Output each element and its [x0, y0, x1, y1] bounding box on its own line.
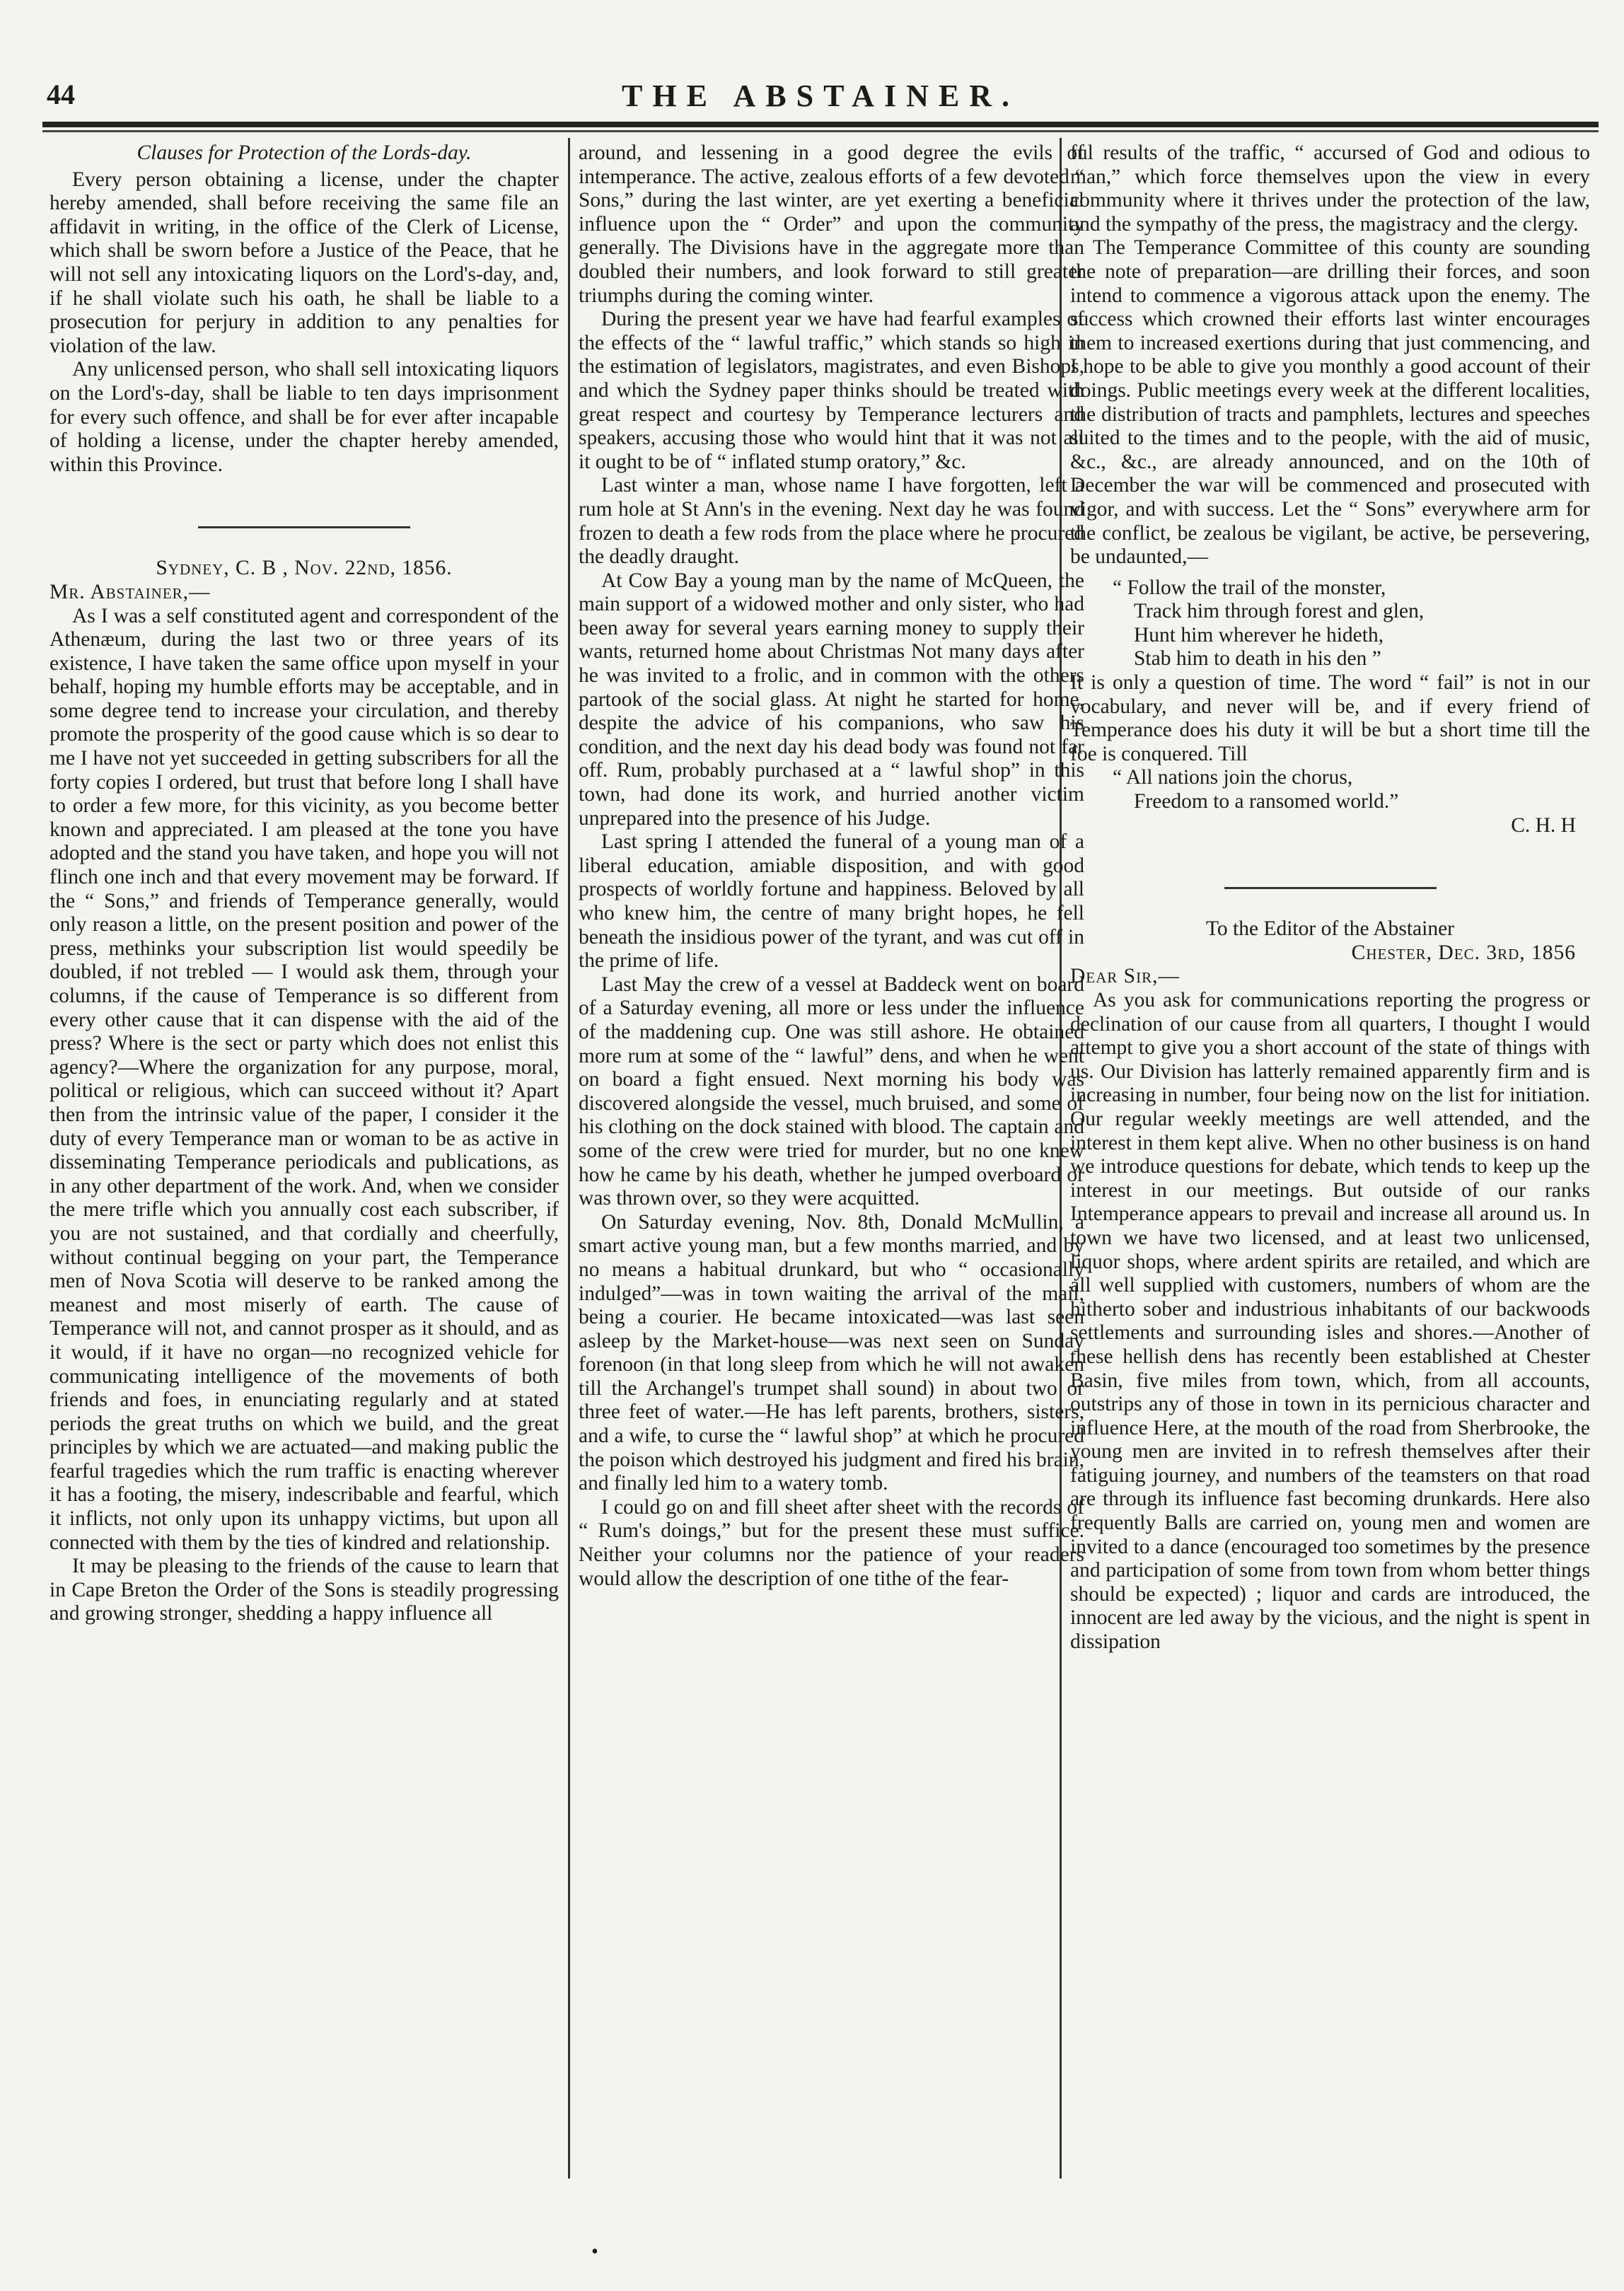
paragraph: ful results of the traffic, “ accursed of God and odious to man,” which force themselves upon the view in every community where it thrives under the protection of the law, and the sympathy of the press, the magistracy and the clergy. — [1070, 141, 1590, 236]
page-header — [42, 78, 1599, 120]
dateline: Chester, Dec. 3rd, 1856 — [1351, 941, 1576, 964]
separator-rule — [1224, 887, 1437, 889]
salutation: Mr. Abstainer,— — [50, 580, 211, 603]
section-heading: Clauses for Protection of the Lords-day. — [137, 141, 472, 164]
column-3 — [1070, 141, 1590, 1654]
paragraph: As you ask for communications reporting the progress or declination of our cause from all quarters, I thought I would attempt to give you a short account of the state of things with us. Our Division has latterly remained apparently firm and is increasing in number, four being now on the list for initiation. Our regular weekly meetings are well attended, and the interest in them kept alive. When no other business is on hand we introduce questions for debate, which tends to keep up the interest in our meetings. But outside of our ranks Intemperance appears to prevail and increase all around us. In town we have two licensed, and at least two unlicensed, liquor shops, where ardent spirits are retailed, and which are all well supplied with customers, numbers of whom are the hitherto sober and industrious inhabitants of our backwoods settlements and surrounding isles and shores.—Another of these hellish dens has recently been established at Chester Basin, five miles from town, which, from all accounts, outstrips any of those in town in its pernicious character and influence Here, at the mouth of the road from Sherbrooke, the young men are invited in to refresh themselves after their fatiguing journey, and numbers of the teamsters on that road are through its influence fast becoming drunkards. Here also frequently Balls are carried on, young men and women are invited to a dance (encouraged too sometimes by the presence and participation of some from town from whom better things should be expected) ; liquor and cards are introduced, the innocent are led away by the vicious, and the night is spent in dissipation — [1070, 989, 1590, 1654]
verse-line: Hunt him wherever he hideth, — [1134, 623, 1384, 646]
verse-line: Track him through forest and glen, — [1134, 600, 1425, 623]
column-1 — [50, 141, 559, 1626]
signature: C. H. H — [1511, 813, 1576, 837]
verse-line: Stab him to death in his den ” — [1134, 647, 1381, 671]
header-rule — [42, 122, 1599, 127]
paragraph: The Temperance Committee of this county are sounding the note of preparation—are drilling their forces, and soon intend to commence a vigorous attack upon the enemy. The success which crowned their efforts last winter encourages them to increased exertions during that just commencing, and I hope to be able to give you monthly a good account of their doings. Public meetings every week at the different localities, the distribution of tracts and pamphlets, lectures and speeches suited to the times and to the people, with the aid of music, &c., &c., are already announced, and on the 10th of December the war will be commenced and prosecuted with vigor, and with success. Let the “ Sons” everywhere arm for the conflict, be zealous be vigilant, be active, be persevering, be undaunted,— — [1070, 236, 1590, 569]
paragraph: I could go on and fill sheet after sheet with the records of “ Rum's doings,” but for the present these must suffice. Neither your columns nor the patience of your readers would allow the description of one tithe of the fear- — [579, 1495, 1084, 1590]
page-mark: • — [591, 2241, 598, 2263]
paragraph: At Cow Bay a young man by the name of McQueen, the main support of a widowed mother and only sister, who had been away for several years earning money to supply their wants, returned home about Christmas Not many days after he was invited to a frolic, and in common with the others partook of the social glass. At night he started for home, despite the advice of his companions, who saw his condition, and the next day his dead body was found not far off. Rum, probably purchased at a “ lawful shop” in this town, had done its work, and hurried another victim unprepared into the presence of his Judge. — [579, 569, 1084, 830]
paragraph: Last spring I attended the funeral of a young man of a liberal education, amiable disposition, and with good prospects of worldly fortune and happiness. Beloved by all who knew him, the centre of many bright hopes, he fell beneath the insidious power of the tyrant, and was cut off in the prime of life. — [579, 830, 1084, 973]
paragraph: Last winter a man, whose name I have forgotten, left a rum hole at St Ann's in the evening. Next day he was found frozen to death a few rods from the place where he procured the deadly draught. — [579, 474, 1084, 569]
paragraph: Last May the crew of a vessel at Baddeck went on board of a Saturday evening, all more or less under the influence of the maddening cup. One was still ashore. He obtained more rum at some of the “ lawful” dens, and when he went on board a fight ensued. Next morning his body was discovered alongside the vessel, much bruised, and some of his clothing on the dock stained with blood. The captain and some of the crew were tried for murder, but no one knew how he came by his death, whether he jumped overboard or was thrown over, so they were acquitted. — [579, 973, 1084, 1210]
header-rule-thin — [42, 130, 1599, 132]
salutation: Dear Sir,— — [1070, 965, 1180, 988]
verse-line: “ Follow the trail of the monster, — [1113, 576, 1386, 599]
dateline: Sydney, C. B , Nov. 22nd, 1856. — [156, 557, 453, 580]
separator-rule — [198, 526, 410, 528]
verse-line: “ All nations join the chorus, — [1113, 766, 1353, 789]
column-2 — [579, 141, 1084, 1591]
paragraph: Every person obtaining a license, under the chapter hereby amended, shall before receiving the same file an affidavit in writing, in the office of the Clerk of License, which shall be sworn before a Justice of the Peace, that he will not sell any intoxicating liquors on the Lord's-day, and, if he shall violate such his oath, he shall be liable to a prosecution for perjury in addition to any penalties for violation of the law. — [50, 168, 559, 357]
paragraph: During the present year we have had fearful examples of the effects of the “ lawful traffic,” which stands so high in the estimation of legislators, magistrates, and even Bishops, and which the Sydney paper thinks should be treated with great respect and courtesy by Temperance lecturers and speakers, accusing those who would hint that it was not all it ought to be of “ inflated stump oratory,” &c. — [579, 308, 1084, 473]
paragraph: Any unlicensed person, who shall sell intoxicating liquors on the Lord's-day, shall be liable to ten days imprisonment for every such offence, and shall be for ever after incapable of holding a license, under the chapter hereby amended, within this Province. — [50, 358, 559, 476]
paragraph: As I was a self constituted agent and correspondent of the Athenæum, during the last two or three years of its existence, I have taken the same office upon myself in your behalf, hoping my humble efforts may be acceptable, and in some degree tend to increase your circulation, and thereby promote the prosperity of the good cause which is so dear to me I have not yet succeeded in getting subscribers for all the forty copies I ordered, but trust that before long I shall have to order a few more, for this vicinity, as you become better known and appreciated. I am pleased at the tone you have adopted and the stand you have taken, and hope you will not flinch one inch and that every movement may be forward. If the “ Sons,” and friends of Temperance generally, would only reason a little, on the present position and power of the press, methinks your subscription list would speedily be doubled, if not trebled — I would ask them, through your columns, if the cause of Temperance is so different from every other cause that it can dispense with the aid of the press? Where is the sect or party which does not enlist this agency?—Where the organization for any purpose, moral, political or religious, which can succeed without it? Apart then from the intrinsic value of the paper, I consider it the duty of every Temperance man or woman to be as active in disseminating Temperance periodicals and publications, as in any other department of the work. And, when we consider the mere trifle which you annually cost each subscriber, if you are not sustained, and that cordially and cheerfully, without continual begging on your part, the Temperance men of Nova Scotia will deserve to be ranked among the meanest and most miserly of earth. The cause of Temperance will not, and cannot prosper as it should, and as it would, if it have no organ—no recognized vehicle for communicating intelligence of the movements of both friends and foes, in enunciating regularly and at stated periods the great truths on which we build, and the great principles by which we are actuated—and making public the fearful tragedies which the rum traffic is enacting wherever it has a footing, the misery, indescribable and fearful, which it inflicts, not only upon its unhappy victims, but upon all connected with them by the ties of kindred and relationship. — [50, 604, 559, 1554]
paper-title: THE ABSTAINER. — [622, 79, 1019, 113]
letter-addressee: To the Editor of the Abstainer — [1205, 917, 1455, 941]
paragraph: It may be pleasing to the friends of the cause to learn that in Cape Breton the Order of the Sons is steadily progressing and growing stronger, shedding a happy influence all — [50, 1555, 559, 1625]
paragraph: On Saturday evening, Nov. 8th, Donald McMullin, a smart active young man, but a few months married, and by no means a habitual drunkard, but who “ occasionally indulged”—was in town waiting the arrival of the mail, being a courier. He became intoxicated—was last seen asleep by the Market-house—was next seen on Sunday forenoon (in that long sleep from which he will not awaken till the Archangel's trumpet shall sound) in about two or three feet of water.—He has left parents, brothers, sisters, and a wife, to curse the “ lawful shop” at which he procured the poison which destroyed his judgment and fired his brain, and finally led him to a watery tomb. — [579, 1210, 1084, 1495]
paragraph: around, and lessening in a good degree the evils of intemperance. The active, zealous efforts of a few devoted “ Sons,” during the last winter, are yet exerting a beneficial influence upon the “ Order” and upon the community generally. The Divisions have in the aggregate more than doubled their numbers, and look forward to still greater triumphs during the coming winter. — [579, 141, 1084, 307]
verse-line: Freedom to a ransomed world.” — [1134, 790, 1399, 813]
column-divider — [568, 138, 570, 2179]
page-number: 44 — [47, 79, 75, 110]
paragraph: It is only a question of time. The word “ fail” is not in our vocabulary, and never will be, and if every friend of Temperance does his duty it will be but a short time till the foe is conquered. Till — [1070, 671, 1590, 765]
